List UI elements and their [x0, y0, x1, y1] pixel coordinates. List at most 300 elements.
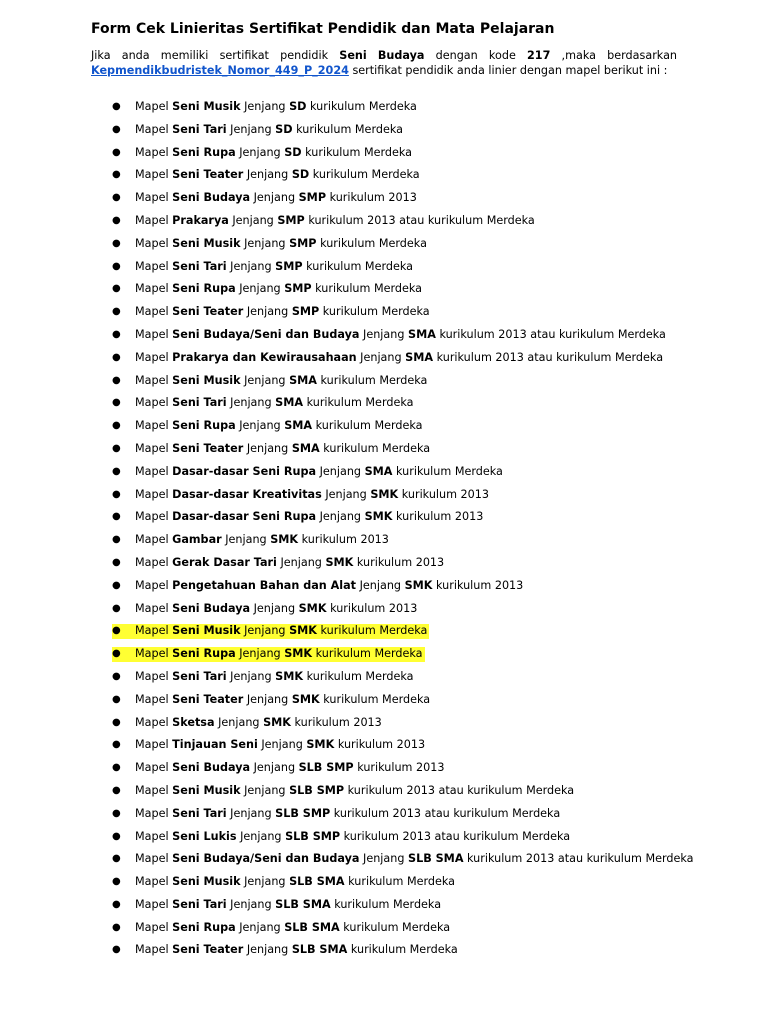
- item-kurikulum: kurikulum 2013: [294, 715, 382, 729]
- item-kurikulum: kurikulum Merdeka: [296, 122, 403, 136]
- bullet-icon: ●: [112, 397, 121, 409]
- item-kurikulum: kurikulum Merdeka: [323, 441, 431, 455]
- bullet-icon: ●: [112, 306, 121, 318]
- item-prefix: Mapel: [135, 213, 169, 227]
- list-item-text: [135, 119, 403, 142]
- list-item: [0, 552, 768, 575]
- item-kurikulum: kurikulum Merdeka: [306, 396, 414, 410]
- item-jenjang: Jenjang: [244, 236, 286, 250]
- list-item: [0, 278, 768, 301]
- list-item: [0, 119, 768, 142]
- list-item-text: [135, 529, 389, 552]
- bullet-icon: ●: [112, 784, 121, 796]
- item-prefix: Mapel: [135, 761, 169, 775]
- bullet-icon: ●: [112, 670, 121, 682]
- list-item: [0, 301, 768, 324]
- bullet-icon: ●: [112, 488, 121, 500]
- item-kurikulum: kurikulum 2013 atau kurikulum Merdeka: [308, 213, 535, 227]
- list-item: [0, 734, 768, 757]
- item-kurikulum: kurikulum Merdeka: [306, 669, 414, 683]
- item-prefix: Mapel: [135, 897, 169, 911]
- item-prefix: Mapel: [135, 852, 169, 866]
- intro-paragraph: [91, 48, 677, 78]
- item-level: SMP: [284, 282, 312, 296]
- list-item: [0, 233, 768, 256]
- bullet-icon: ●: [112, 716, 121, 728]
- item-prefix: Mapel: [135, 236, 169, 250]
- list-item-text: [135, 712, 382, 735]
- list-item-text: [135, 187, 417, 210]
- item-prefix: Mapel: [135, 441, 169, 455]
- item-jenjang: Jenjang: [319, 510, 362, 524]
- bullet-icon: ●: [112, 374, 121, 386]
- item-jenjang: Jenjang: [239, 920, 281, 934]
- item-jenjang: Jenjang: [280, 555, 322, 569]
- item-prefix: Mapel: [135, 920, 169, 934]
- list-item: [0, 757, 768, 780]
- list-item-text: [135, 256, 413, 279]
- item-subject: Seni Tari: [172, 396, 227, 410]
- item-kurikulum: kurikulum 2013: [401, 487, 490, 501]
- list-item-text: [135, 689, 430, 712]
- bullet-icon: ●: [112, 123, 121, 135]
- item-prefix: Mapel: [135, 373, 169, 387]
- list-item: [0, 164, 768, 187]
- item-jenjang: Jenjang: [232, 213, 274, 227]
- list-item: [0, 506, 768, 529]
- item-subject: Seni Musik: [172, 373, 241, 387]
- list-item-text: [135, 575, 523, 598]
- item-level: SMP: [291, 305, 320, 319]
- item-prefix: Mapel: [135, 624, 169, 638]
- item-level: SMA: [289, 373, 317, 387]
- item-jenjang: Jenjang: [253, 761, 296, 775]
- bullet-icon: ●: [112, 944, 121, 956]
- item-prefix: Mapel: [135, 738, 169, 752]
- item-prefix: Mapel: [135, 259, 169, 273]
- item-level: SMA: [291, 441, 320, 455]
- list-item: [0, 324, 768, 347]
- item-level: SD: [275, 122, 293, 136]
- list-item-text: [135, 848, 694, 871]
- item-kurikulum: kurikulum Merdeka: [320, 373, 428, 387]
- item-subject: Gambar: [172, 533, 222, 547]
- list-item-text: [135, 780, 574, 803]
- intro-cert-budaya: Budaya: [377, 49, 425, 62]
- bullet-icon: ●: [112, 465, 121, 477]
- list-item-text: [135, 164, 420, 187]
- bullet-icon: ●: [112, 511, 121, 523]
- item-jenjang: Jenjang: [246, 441, 289, 455]
- bullet-icon: ●: [112, 921, 121, 933]
- bullet-icon: ●: [112, 192, 121, 204]
- list-item-text: [135, 757, 444, 780]
- item-jenjang: Jenjang: [239, 145, 281, 159]
- intro-word: kode: [488, 49, 516, 62]
- item-jenjang: Jenjang: [253, 601, 296, 615]
- bullet-icon: ●: [112, 876, 121, 888]
- bullet-icon: ●: [112, 442, 121, 454]
- list-item: [0, 871, 768, 894]
- item-level: SLB SMP: [289, 783, 345, 797]
- item-subject: Seni Budaya/Seni dan Budaya: [172, 327, 360, 341]
- item-level: SLB SMA: [275, 897, 331, 911]
- item-jenjang: Jenjang: [244, 783, 286, 797]
- item-level: SD: [284, 145, 302, 159]
- list-item-text: [135, 278, 422, 301]
- bullet-icon: ●: [112, 556, 121, 568]
- list-item: [0, 575, 768, 598]
- item-level: SLB SMA: [289, 875, 345, 889]
- item-level: SMK: [404, 578, 433, 592]
- bullet-icon: ●: [112, 807, 121, 819]
- item-prefix: Mapel: [135, 715, 169, 729]
- bullet-icon: ●: [112, 898, 121, 910]
- item-kurikulum: kurikulum Merdeka: [320, 236, 427, 250]
- item-kurikulum: kurikulum Merdeka: [305, 145, 413, 159]
- item-jenjang: Jenjang: [244, 875, 286, 889]
- list-item: [0, 142, 768, 165]
- list-item-text: [135, 643, 423, 666]
- list-item: [0, 392, 768, 415]
- item-level: SMK: [298, 601, 327, 615]
- item-subject: Seni Tari: [172, 806, 227, 820]
- item-subject: Seni Rupa: [172, 145, 236, 159]
- item-kurikulum: kurikulum Merdeka: [350, 943, 458, 957]
- list-item: [0, 826, 768, 849]
- item-kurikulum: kurikulum 2013: [356, 555, 445, 569]
- list-item-text: [135, 438, 430, 461]
- list-item-text: [135, 461, 503, 484]
- item-jenjang: Jenjang: [244, 624, 286, 638]
- item-kurikulum: kurikulum 2013: [337, 738, 426, 752]
- bullet-icon: ●: [112, 283, 121, 295]
- item-kurikulum: kurikulum 2013: [301, 533, 389, 547]
- item-jenjang: Jenjang: [239, 282, 281, 296]
- item-level: SMK: [370, 487, 399, 501]
- list-item: [0, 803, 768, 826]
- list-item-text: [135, 803, 560, 826]
- bullet-icon: ●: [112, 101, 121, 112]
- bullet-icon: ●: [112, 602, 121, 614]
- item-kurikulum: kurikulum Merdeka: [315, 647, 423, 661]
- item-kurikulum: kurikulum 2013: [436, 578, 524, 592]
- mapel-list: [0, 96, 768, 962]
- intro-word: anda: [121, 49, 150, 62]
- item-level: SMK: [325, 555, 354, 569]
- bullet-icon: ●: [112, 351, 121, 363]
- item-jenjang: Jenjang: [230, 897, 272, 911]
- item-subject: Seni Tari: [172, 122, 227, 136]
- item-level: SMK: [364, 510, 393, 524]
- item-jenjang: Jenjang: [360, 350, 402, 364]
- intro-word: dengan: [435, 49, 478, 62]
- item-level: SLB SMA: [408, 852, 464, 866]
- item-kurikulum: kurikulum 2013: [396, 510, 484, 524]
- item-subject: Seni Rupa: [172, 920, 236, 934]
- list-item-text: [135, 506, 483, 529]
- list-item-text: [135, 939, 458, 962]
- item-subject: Seni Budaya: [172, 761, 251, 775]
- list-item-text: [135, 96, 417, 119]
- list-item-text: [135, 392, 413, 415]
- item-level: SD: [289, 100, 307, 113]
- list-item: [0, 461, 768, 484]
- item-subject: Gerak Dasar Tari: [172, 555, 277, 569]
- item-jenjang: Jenjang: [218, 715, 260, 729]
- item-subject: Seni Tari: [172, 669, 227, 683]
- item-level: SLB SMA: [291, 943, 348, 957]
- item-subject: Pengetahuan Bahan dan Alat: [172, 578, 357, 592]
- item-subject: Prakarya dan Kewirausahaan: [172, 350, 357, 364]
- item-kurikulum: kurikulum 2013 atau kurikulum Merdeka: [439, 327, 666, 341]
- list-item-text: [135, 415, 423, 438]
- item-subject: Seni Musik: [172, 236, 241, 250]
- item-prefix: Mapel: [135, 100, 169, 113]
- item-prefix: Mapel: [135, 555, 169, 569]
- list-item: [0, 256, 768, 279]
- intro-word: memiliki: [160, 49, 209, 62]
- item-kurikulum: kurikulum Merdeka: [322, 305, 430, 319]
- item-prefix: Mapel: [135, 578, 169, 592]
- item-kurikulum: kurikulum 2013 atau kurikulum Merdeka: [347, 783, 575, 797]
- item-jenjang: Jenjang: [244, 100, 286, 113]
- list-item-text: [135, 233, 427, 256]
- item-subject: Seni Tari: [172, 897, 227, 911]
- list-item-text: [135, 620, 427, 643]
- item-subject: Seni Budaya/Seni dan Budaya: [172, 852, 360, 866]
- item-level: SMP: [298, 191, 327, 205]
- item-jenjang: Jenjang: [261, 738, 303, 752]
- item-jenjang: Jenjang: [230, 669, 272, 683]
- item-jenjang: Jenjang: [325, 487, 367, 501]
- item-kurikulum: kurikulum Merdeka: [315, 419, 423, 433]
- item-level: SMK: [291, 692, 320, 706]
- item-prefix: Mapel: [135, 487, 169, 501]
- list-item: [0, 917, 768, 940]
- item-kurikulum: kurikulum 2013 atau kurikulum Merdeka: [333, 806, 561, 820]
- item-kurikulum: kurikulum 2013: [357, 761, 445, 775]
- list-item-text: [135, 917, 450, 940]
- list-item-text: [135, 324, 666, 347]
- item-subject: Seni Musik: [172, 100, 241, 113]
- item-kurikulum: kurikulum Merdeka: [310, 100, 417, 113]
- item-subject: Seni Musik: [172, 624, 241, 638]
- list-item: [0, 689, 768, 712]
- intro-kode-value: 217: [527, 49, 551, 62]
- item-prefix: Mapel: [135, 692, 169, 706]
- item-jenjang: Jenjang: [240, 829, 282, 843]
- item-level: SMA: [275, 396, 304, 410]
- item-kurikulum: kurikulum 2013 atau kurikulum Merdeka: [343, 829, 571, 843]
- item-subject: Seni Musik: [172, 783, 241, 797]
- list-item-text: [135, 734, 425, 757]
- list-item: [0, 666, 768, 689]
- item-jenjang: Jenjang: [319, 464, 362, 478]
- item-subject: Dasar-dasar Kreativitas: [172, 487, 322, 501]
- item-prefix: Mapel: [135, 168, 169, 182]
- item-level: SMK: [289, 624, 317, 638]
- list-item: [0, 620, 768, 643]
- item-level: SLB SMA: [284, 920, 340, 934]
- item-prefix: Mapel: [135, 419, 169, 433]
- item-level: SMK: [306, 738, 335, 752]
- bullet-icon: ●: [112, 762, 121, 774]
- list-item-text: [135, 666, 413, 689]
- item-kurikulum: kurikulum 2013 atau kurikulum Merdeka: [467, 852, 694, 866]
- item-subject: Seni Budaya: [172, 601, 251, 615]
- item-jenjang: Jenjang: [246, 692, 289, 706]
- list-item-text: [135, 370, 427, 393]
- bullet-icon: ●: [112, 260, 121, 272]
- list-item: [0, 780, 768, 803]
- item-level: SMA: [408, 327, 436, 341]
- item-level: SMK: [263, 715, 291, 729]
- list-item: [0, 643, 768, 666]
- intro-word: pendidik: [280, 49, 329, 62]
- item-jenjang: Jenjang: [230, 806, 272, 820]
- bullet-icon: ●: [112, 328, 121, 340]
- item-subject: Seni Lukis: [172, 829, 237, 843]
- bullet-icon: ●: [112, 169, 121, 181]
- list-item-text: [135, 894, 441, 917]
- intro-rest: sertifikat pendidik anda linier dengan mapel berikut ini :: [352, 64, 668, 77]
- item-jenjang: Jenjang: [239, 647, 281, 661]
- item-subject: Seni Teater: [172, 168, 244, 182]
- item-prefix: Mapel: [135, 396, 169, 410]
- intro-cert-seni: Seni: [339, 49, 367, 62]
- item-kurikulum: kurikulum Merdeka: [320, 624, 428, 638]
- item-prefix: Mapel: [135, 875, 169, 889]
- item-subject: Seni Teater: [172, 441, 244, 455]
- item-level: SMA: [405, 350, 434, 364]
- item-subject: Seni Tari: [172, 259, 227, 273]
- item-prefix: Mapel: [135, 510, 169, 524]
- item-subject: Seni Rupa: [172, 419, 236, 433]
- item-jenjang: Jenjang: [230, 396, 272, 410]
- item-prefix: Mapel: [135, 806, 169, 820]
- bullet-icon: ●: [112, 739, 121, 751]
- item-prefix: Mapel: [135, 350, 169, 364]
- list-item: [0, 370, 768, 393]
- item-kurikulum: kurikulum 2013: [330, 601, 418, 615]
- item-kurikulum: kurikulum Merdeka: [348, 875, 456, 889]
- list-item: [0, 598, 768, 621]
- item-prefix: Mapel: [135, 533, 169, 547]
- list-item: [0, 939, 768, 962]
- item-prefix: Mapel: [135, 282, 169, 296]
- bullet-icon: ●: [112, 146, 121, 158]
- item-subject: Prakarya: [172, 213, 229, 227]
- item-level: SMK: [275, 669, 304, 683]
- item-level: SMK: [284, 647, 313, 661]
- item-jenjang: Jenjang: [244, 373, 286, 387]
- list-item-text: [135, 210, 535, 233]
- item-prefix: Mapel: [135, 327, 169, 341]
- list-item: [0, 894, 768, 917]
- kepmendikbudristek-link[interactable]: Kepmendikbudristek_Nomor_449_P_2024: [91, 64, 349, 77]
- list-item: [0, 438, 768, 461]
- item-subject: Seni Teater: [172, 943, 244, 957]
- item-level: SMP: [275, 259, 303, 273]
- item-subject: Seni Budaya: [172, 191, 251, 205]
- item-kurikulum: kurikulum 2013 atau kurikulum Merdeka: [436, 350, 664, 364]
- item-kurikulum: kurikulum Merdeka: [315, 282, 423, 296]
- list-item: [0, 347, 768, 370]
- intro-word: sertifikat: [219, 49, 269, 62]
- item-subject: Seni Teater: [172, 692, 244, 706]
- list-item: [0, 96, 768, 119]
- bullet-icon: ●: [112, 534, 121, 546]
- item-kurikulum: kurikulum Merdeka: [343, 920, 451, 934]
- list-item-text: [135, 552, 444, 575]
- item-prefix: Mapel: [135, 464, 169, 478]
- list-item: [0, 484, 768, 507]
- bullet-icon: ●: [112, 648, 121, 660]
- list-item: [0, 712, 768, 735]
- item-subject: Seni Rupa: [172, 282, 236, 296]
- item-prefix: Mapel: [135, 647, 169, 661]
- item-subject: Seni Teater: [172, 305, 244, 319]
- list-item-text: [135, 142, 412, 165]
- item-level: SMP: [289, 236, 317, 250]
- bullet-icon: ●: [112, 830, 121, 842]
- item-prefix: Mapel: [135, 669, 169, 683]
- item-subject: Sketsa: [172, 715, 215, 729]
- item-subject: Seni Musik: [172, 875, 241, 889]
- item-level: SD: [291, 168, 310, 182]
- item-kurikulum: kurikulum Merdeka: [396, 464, 503, 478]
- item-level: SLB SMP: [275, 806, 331, 820]
- list-item: [0, 848, 768, 871]
- list-item: [0, 187, 768, 210]
- item-level: SMA: [284, 419, 313, 433]
- item-jenjang: Jenjang: [363, 852, 405, 866]
- list-item-text: [135, 871, 455, 894]
- item-level: SMP: [277, 213, 305, 227]
- item-jenjang: Jenjang: [253, 191, 296, 205]
- item-jenjang: Jenjang: [246, 168, 289, 182]
- bullet-icon: ●: [112, 237, 121, 249]
- item-subject: Dasar-dasar Seni Rupa: [172, 464, 317, 478]
- list-item: [0, 529, 768, 552]
- item-kurikulum: kurikulum Merdeka: [334, 897, 442, 911]
- item-prefix: Mapel: [135, 943, 169, 957]
- item-jenjang: Jenjang: [230, 122, 272, 136]
- page-title: Form Cek Linieritas Sertifikat Pendidik dan Mata Pelajaran: [91, 21, 555, 37]
- item-jenjang: Jenjang: [246, 943, 289, 957]
- intro-word: Jika: [91, 49, 111, 62]
- item-level: SLB SMP: [298, 761, 354, 775]
- intro-word: ,maka: [561, 49, 596, 62]
- item-level: SMK: [270, 533, 299, 547]
- item-subject: Tinjauan Seni: [172, 738, 258, 752]
- bullet-icon: ●: [112, 853, 121, 865]
- item-prefix: Mapel: [135, 191, 169, 205]
- item-prefix: Mapel: [135, 305, 169, 319]
- item-subject: Seni Rupa: [172, 647, 236, 661]
- item-kurikulum: kurikulum 2013: [329, 191, 417, 205]
- intro-word: berdasarkan: [607, 49, 678, 62]
- item-jenjang: Jenjang: [230, 259, 272, 273]
- list-item-text: [135, 301, 430, 324]
- item-level: SMA: [364, 464, 393, 478]
- item-prefix: Mapel: [135, 829, 169, 843]
- list-item: [0, 415, 768, 438]
- item-jenjang: Jenjang: [239, 419, 281, 433]
- bullet-icon: ●: [112, 693, 121, 705]
- bullet-icon: ●: [112, 625, 121, 637]
